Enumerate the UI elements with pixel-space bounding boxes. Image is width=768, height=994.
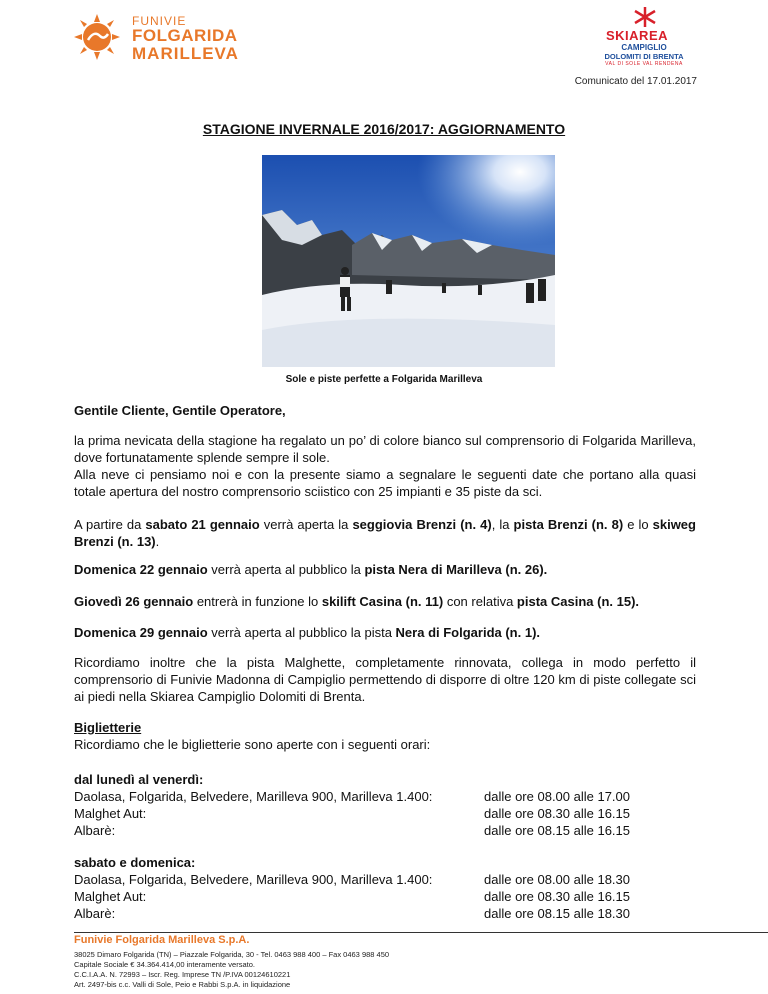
opening-brenzi-paragraph: [74, 516, 696, 550]
date-highlight: Domenica 29 gennaio: [74, 625, 208, 640]
schedule-time: dalle ore 08.30 alle 16.15: [484, 889, 631, 904]
text-span: verrà aperta al pubblico la pista: [207, 625, 396, 640]
logo-text-dolomiti: DOLOMITI DI BRENTA: [604, 52, 684, 61]
logo-text-campiglio: CAMPIGLIO: [621, 43, 667, 52]
footer-company-name: Funivie Folgarida Marilleva S.p.A.: [74, 934, 250, 946]
press-release-date: Comunicato del 17.01.2017: [574, 76, 697, 87]
text-span: e lo: [623, 517, 653, 532]
opening-casina-paragraph: [74, 593, 696, 610]
text-span: , la: [491, 517, 514, 532]
funivie-folgarida-marilleva-logo: [74, 14, 294, 63]
text-span: A partire da: [74, 517, 146, 532]
photo-caption: Sole e piste perfette a Folgarida Marilleva: [285, 374, 483, 385]
schedule-row: Daolasa, Folgarida, Belvedere, Marilleva 900, Marilleva 1.400:: [74, 789, 433, 804]
footer-registration: C.C.I.A.A. N. 72993 – Iscr. Reg. Imprese TN /P.IVA 00124610221: [74, 970, 291, 979]
schedule-time: dalle ore 08.15 alle 18.30: [484, 906, 631, 921]
ticket-offices-section: [74, 719, 696, 753]
text-span: verrà aperta al pubblico la: [207, 562, 365, 577]
ticket-offices-intro: Ricordiamo che le biglietterie sono aperte con i seguenti orari:: [74, 737, 431, 752]
weekend-heading: sabato e domenica:: [74, 855, 196, 870]
slope-highlight: pista Casina (n. 15).: [516, 594, 640, 609]
malghette-paragraph: Ricordiamo inoltre che la pista Malghette, completamente rinnovata, collega in modo perfetto il comprensorio di Funivie Madonna di Campiglio permettendo di disporre di oltre 120 km di piste collegate sci ai piedi nella Skiarea Campiglio Dolomiti di Brenta.: [74, 655, 696, 704]
schedule-time: dalle ore 08.30 alle 16.15: [484, 806, 631, 821]
ski-slope-photo: [262, 155, 555, 367]
sun-emblem-icon: [74, 14, 120, 60]
opening-nera-folgarida-paragraph: [74, 624, 696, 641]
logo-text-valleys: VAL DI SOLE VAL RENDENA: [605, 61, 683, 67]
footer-address: 38025 Dimaro Folgarida (TN) – Piazzale Folgarida, 30 - Tel. 0463 988 400 – Fax 0463 988 450: [74, 950, 390, 959]
skiweg-highlight: skiweg Brenzi (n. 13): [74, 517, 696, 549]
text-span: .: [155, 534, 160, 549]
slope-highlight: Nera di Folgarida (n. 1).: [395, 625, 541, 640]
date-highlight: Domenica 22 gennaio: [74, 562, 208, 577]
footer-capital: Capitale Sociale € 34.364.414,00 interamente versato.: [74, 960, 255, 969]
schedule-row: Albarè:: [74, 906, 116, 921]
snowflake-icon: [632, 6, 658, 28]
logo-text-funivie: FUNIVIE: [132, 14, 187, 28]
slope-highlight: pista Nera di Marilleva (n. 26).: [364, 562, 548, 577]
footer-divider: [74, 932, 768, 933]
logo-text-folgarida: FOLGARIDA: [132, 26, 238, 45]
logo-text-marilleva: MARILLEVA: [132, 44, 239, 63]
text-span: entrerà in funzione lo: [193, 594, 322, 609]
page-title: STAGIONE INVERNALE 2016/2017: AGGIORNAMENTO: [202, 121, 566, 137]
schedule-time: dalle ore 08.00 alle 18.30: [484, 872, 631, 887]
logo-text-skiarea: SKIAREA: [606, 28, 669, 43]
intro-paragraph: [74, 432, 696, 500]
schedule-row: Malghet Aut:: [74, 806, 147, 821]
schedule-time: dalle ore 08.15 alle 16.15: [484, 823, 631, 838]
opening-nera-marilleva-paragraph: [74, 561, 696, 578]
text-span: verrà aperta la: [259, 517, 353, 532]
intro-sentence-2: Alla neve ci pensiamo noi e con la presente siamo a segnalare le seguenti date che portano alla quasi totale apertura del nostro comprensorio sciistico con 25 impianti e 35 piste da sci.: [74, 467, 696, 499]
schedule-row: Daolasa, Folgarida, Belvedere, Marilleva 900, Marilleva 1.400:: [74, 872, 433, 887]
text-span: con relativa: [443, 594, 517, 609]
slope-highlight: pista Brenzi (n. 8): [513, 517, 624, 532]
intro-sentence-1: la prima nevicata della stagione ha regalato un po’ di colore bianco sul comprensorio di Folgarida Marilleva, dove fortunatamente splende sempre il sole.: [74, 433, 696, 465]
schedule-time: dalle ore 08.00 alle 17.00: [484, 789, 631, 804]
schedule-row: Albarè:: [74, 823, 116, 838]
greeting: Gentile Cliente, Gentile Operatore,: [74, 403, 286, 418]
skiarea-campiglio-logo: [596, 6, 692, 68]
lift-highlight: seggiovia Brenzi (n. 4): [352, 517, 492, 532]
ski-slope-illustration: [262, 155, 555, 367]
date-highlight: Giovedì 26 gennaio: [74, 594, 194, 609]
ticket-offices-heading: Biglietterie: [74, 720, 142, 735]
lift-highlight: skilift Casina (n. 11): [321, 594, 444, 609]
weekdays-heading: dal lunedì al venerdì:: [74, 772, 204, 787]
footer-legal-note: Art. 2497-bis c.c. Valli di Sole, Peio e Rabbi S.p.A. in liquidazione: [74, 980, 291, 989]
date-highlight: sabato 21 gennaio: [145, 517, 260, 532]
schedule-row: Malghet Aut:: [74, 889, 147, 904]
